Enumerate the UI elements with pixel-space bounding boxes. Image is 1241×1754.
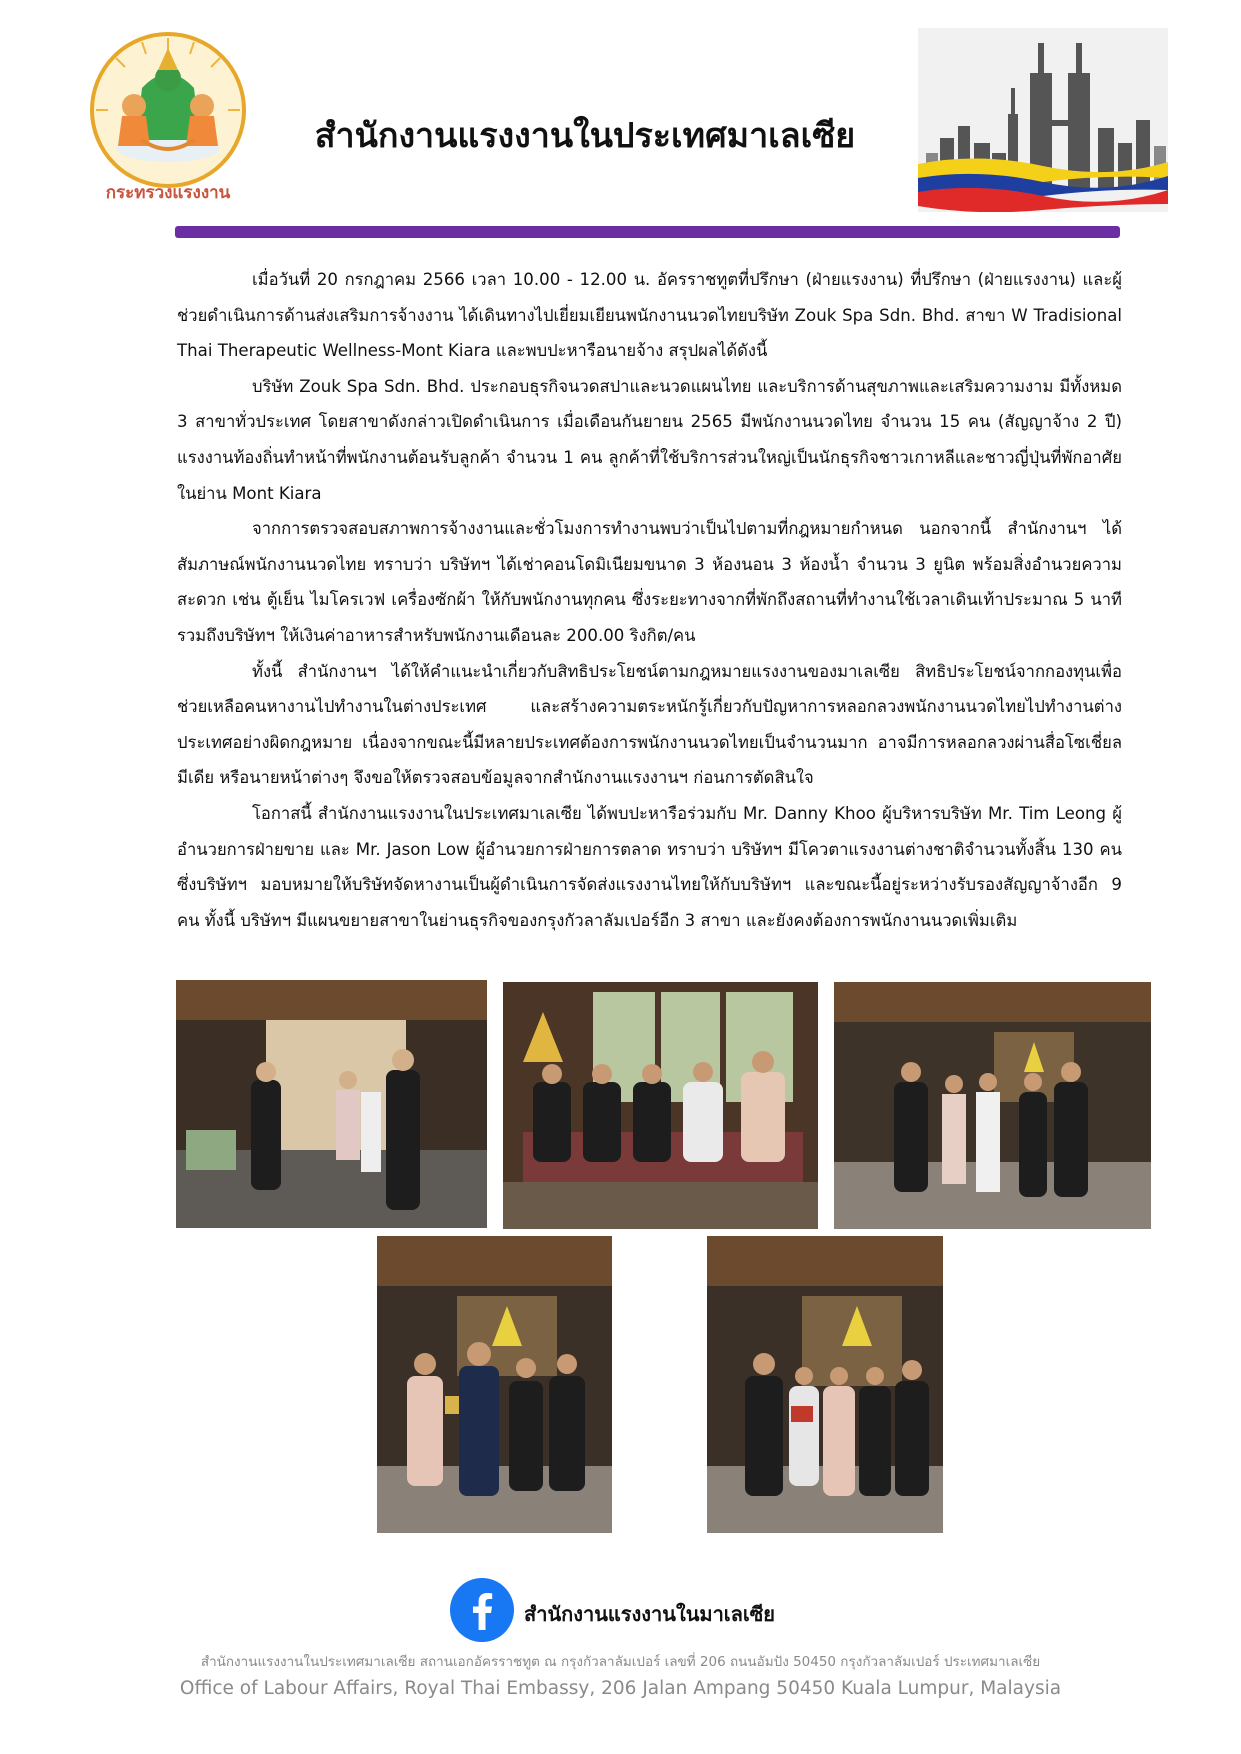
paragraph: ทั้งนี้ สำนักงานฯ ได้ให้คำแนะนำเกี่ยวกับสิทธิประโยชน์ตามกฎหมายแรงงานของมาเลเซีย สิทธิประโยชน์จากกองทุนเพื่อช่วยเหลือคนหางานไปทำงานในต่างประเทศ และสร้างความตระหนักรู้เกี่ยวกับปัญหาการหลอกลวงพนักงานนวดไทยไปทำงานต่างประเทศอย่างผิดกฎหมาย เนื่องจากขณะนี้มีหลายประเทศต้องการพนักงานนวดไทยเป็นจำนวนมาก อาจมีการหลอกลวงผ่านสื่อโซเชี่ยลมีเดีย หรือนายหน้าต่างๆ จึงขอให้ตรวจสอบข้อมูลจากสำนักงานแรงงานฯ ก่อนการตัดสินใจ: [177, 661, 1122, 788]
photo-gift-presentation: [377, 1236, 612, 1533]
facebook-page-link[interactable]: [450, 1578, 900, 1642]
photo-group-with-gift: [707, 1236, 943, 1533]
paragraph: บริษัท Zouk Spa Sdn. Bhd. ประกอบธุรกิจนวดสปาและนวดแผนไทย และบริการด้านสุขภาพและเสริมความงาม มีทั้งหมด 3 สาขาทั่วประเทศ โดยสาขาดังกล่าวเปิดดำเนินการ เมื่อเดือนกันยายน 2565 มีพนักงานนวดไทย จำนวน 15 คน (สัญญาจ้าง 2 ปี) แรงงานท้องถิ่นทำหน้าที่พนักงานต้อนรับลูกค้า จำนวน 1 คน ลูกค้าที่ใช้บริการส่วนใหญ่เป็นนักธุรกิจชาวเกาหลีและชาวญี่ปุ่นที่พักอาศัยในย่าน Mont Kiara: [177, 376, 1122, 503]
paragraph: โอกาสนี้ สำนักงานแรงงานในประเทศมาเลเซีย ได้พบปะหารือร่วมกับ Mr. Danny Khoo ผู้บริหารบริษัท Mr. Tim Leong ผู้อำนวยการฝ่ายขาย และ Mr. Jason Low ผู้อำนวยการฝ่ายการตลาด ทราบว่า บริษัทฯ มีโควตาแรงงานต่างชาติจำนวนทั้งสิ้น 130 คน ซึ่งบริษัทฯ มอบหมายให้บริษัทจัดหางานเป็นผู้ดำเนินการจัดส่งแรงงานไทยให้กับบริษัทฯ และขณะนี้อยู่ระหว่างรับรองสัญญาจ้างอีก 9 คน ทั้งนี้ บริษัทฯ มีแผนขยายสาขาในย่านธุรกิจของกรุงกัวลาลัมเปอร์อีก 3 สาขา และยังคงต้องการพนักงานนวดเพิ่มเติม: [177, 803, 1122, 930]
facebook-page-label: สำนักงานแรงงานในมาเลเซีย: [524, 1602, 776, 1626]
kuala-lumpur-skyline-graphic: [918, 28, 1168, 212]
facebook-icon: [450, 1578, 514, 1642]
photo-group-standing: [834, 982, 1151, 1229]
paragraph: จากการตรวจสอบสภาพการจ้างงานและชั่วโมงการทำงานพบว่าเป็นไปตามที่กฎหมายกำหนด นอกจากนี้ สำนักงานฯ ได้สัมภาษณ์พนักงานนวดไทย ทราบว่า บริษัทฯ ได้เช่าคอนโดมิเนียมขนาด 3 ห้องนอน 3 ห้องน้ำ จำนวน 3 ยูนิต พร้อมสิ่งอำนวยความสะดวก เช่น ตู้เย็น ไมโครเวฟ เครื่องซักผ้า ให้กับพนักงานทุกคน ซึ่งระยะทางจากที่พักถึงสถานที่ทำงานใช้เวลาเดินเท้าประมาณ 5 นาที รวมถึงบริษัทฯ ให้เงินค่าอาหารสำหรับพนักงานเดือนละ 200.00 ริงกิต/คน: [177, 519, 1122, 645]
paragraph: เมื่อวันที่ 20 กรกฎาคม 2566 เวลา 10.00 - 12.00 น. อัครราชทูตที่ปรึกษา (ฝ่ายแรงงาน) ที่ปรึกษา (ฝ่ายแรงงาน) และผู้ช่วยดำเนินการด้านส่งเสริมการจ้างงาน ได้เดินทางไปเยี่ยมเยียนพนักงานนวดไทยบริษัท Zouk Spa Sdn. Bhd. สาขา W Tradisional Thai Therapeutic Wellness-Mont Kiara และพบปะหารือนายจ้าง สรุปผลได้ดังนี้: [177, 270, 1122, 361]
footer-address-english: Office of Labour Affairs, Royal Thai Embassy, 206 Jalan Ampang 50450 Kuala Lumpur, Malaysia: [179, 1678, 1062, 1699]
article-body: [177, 262, 1122, 938]
photo-therapists-seated: [503, 982, 818, 1229]
ministry-of-labour-seal: [76, 30, 260, 214]
footer-address-thai: สำนักงานแรงงานในประเทศมาเลเซีย สถานเอกอัครราชทูต ณ กรุงกัวลาลัมเปอร์ เลขที่ 206 ถนนอัมปัง 50450 กรุงกัวลาลัมเปอร์ ประเทศมาเลเซีย: [200, 1654, 1041, 1670]
photo-spa-lobby-visit: [176, 980, 487, 1228]
seal-text: กระทรวงแรงงาน: [105, 183, 231, 203]
page-title: สำนักงานแรงงานในประเทศมาเลเซีย: [314, 116, 856, 156]
header-divider: [175, 226, 1120, 238]
